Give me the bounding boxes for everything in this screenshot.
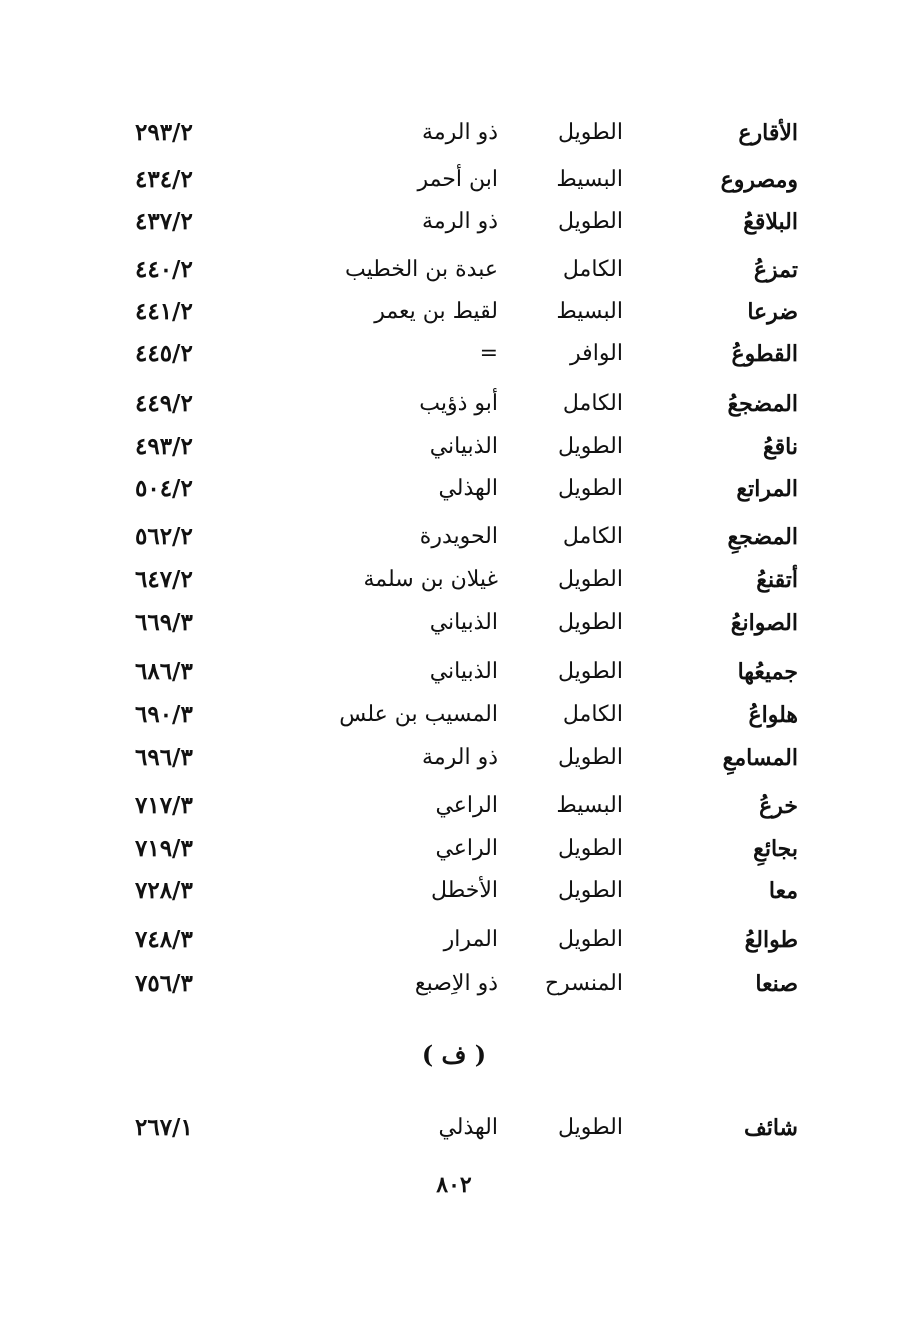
poet: المسيب بن علس [339, 702, 498, 727]
table-row [0, 871, 908, 911]
poet: ابن أحمر [417, 167, 498, 192]
page-reference: ٢٩٣/٢ [135, 119, 193, 146]
meter: الكامل [562, 524, 623, 549]
rhyme-word: تمزعُ [753, 257, 798, 283]
poet: الهذلي [438, 1115, 498, 1140]
meter: الطويل [557, 434, 623, 459]
rhyme-word: ناقعُ [762, 434, 798, 460]
rhyme-word: شائف [743, 1115, 798, 1141]
meter: الوافر [570, 341, 623, 366]
page-number: ٨٠٢ [436, 1172, 472, 1198]
meter: الطويل [557, 659, 623, 684]
poet: أبو ذؤيب [419, 391, 498, 416]
page-reference: ٤٤٩/٢ [135, 390, 193, 417]
poet: الراعي [435, 793, 498, 818]
page-reference: ٥٠٤/٢ [135, 475, 193, 502]
table-row [0, 829, 908, 869]
meter: الطويل [557, 120, 623, 145]
page-reference: ٦٦٩/٣ [135, 609, 193, 636]
page-reference: ٤٤١/٢ [135, 298, 193, 325]
rhyme-word: ومصروع [720, 167, 798, 193]
meter: الطويل [557, 610, 623, 635]
rhyme-word: المضجعِ [727, 524, 798, 550]
rhyme-word: المسامعِ [722, 745, 798, 771]
table-row [0, 384, 908, 424]
poet: ذو الرمة [422, 745, 498, 770]
page-reference: ٧٤٨/٣ [135, 926, 193, 953]
poet: الذبياني [429, 610, 498, 635]
table-row [0, 695, 908, 735]
rhyme-word: طوالعُ [744, 927, 798, 953]
rhyme-word: صنعا [755, 971, 798, 997]
table-row [0, 786, 908, 826]
table-row [0, 292, 908, 332]
page-reference: ٤٩٣/٢ [135, 433, 193, 460]
table-row [0, 652, 908, 692]
table-row [0, 560, 908, 600]
rhyme-word: هلواعُ [748, 702, 798, 728]
poet: غيلان بن سلمة [363, 567, 498, 592]
page-reference: ٦٤٧/٢ [135, 566, 193, 593]
rhyme-word: المضجعُ [727, 391, 798, 417]
meter: المنسرح [544, 971, 623, 996]
table-row [0, 202, 908, 242]
page-reference: ٦٩٠/٣ [135, 701, 193, 728]
meter: البسيط [556, 167, 623, 192]
poet: عبدة بن الخطيب [344, 257, 498, 282]
rhyme-word: معا [768, 878, 798, 904]
page-reference: ٤٣٤/٢ [135, 166, 193, 193]
page-reference: ٧١٩/٣ [135, 835, 193, 862]
table-row [0, 738, 908, 778]
table-row [0, 160, 908, 200]
rhyme-word: أتقنعُ [756, 567, 798, 593]
rhyme-word: خرعُ [759, 793, 798, 819]
poet: الأخطل [431, 878, 498, 903]
rhyme-word: الأقارع [738, 120, 798, 146]
meter: الطويل [557, 745, 623, 770]
section-heading: ( ف ) [421, 1040, 487, 1069]
table-row [0, 964, 908, 1004]
rhyme-word: القطوعُ [731, 341, 798, 367]
poet: الراعي [435, 836, 498, 861]
meter: الكامل [562, 702, 623, 727]
page-reference: ٢٦٧/١ [135, 1114, 193, 1141]
rhyme-word: جميعُها [737, 659, 798, 685]
poet: ذو الرمة [422, 209, 498, 234]
page-reference: ٧٢٨/٣ [135, 877, 193, 904]
poet: الهذلي [438, 476, 498, 501]
table-row [0, 113, 908, 153]
table-row [0, 920, 908, 960]
poet: الذبياني [429, 659, 498, 684]
table-row [0, 517, 908, 557]
rhyme-word: البلاقعُ [743, 209, 798, 235]
table-row [0, 250, 908, 290]
table-row [0, 334, 908, 374]
table-row [0, 469, 908, 509]
table-row [0, 603, 908, 643]
page-reference: ٧١٧/٣ [135, 792, 193, 819]
rhyme-word: الصوانعُ [730, 610, 798, 636]
poet: ذو الرمة [422, 120, 498, 145]
page-reference: ٤٣٧/٢ [135, 208, 193, 235]
meter: البسيط [556, 299, 623, 324]
poet: الذبياني [429, 434, 498, 459]
page-reference: ٤٤٥/٢ [135, 340, 193, 367]
poet: الحويدرة [419, 524, 498, 549]
meter: الطويل [557, 209, 623, 234]
poet: = [479, 341, 498, 366]
rhyme-word: ضرعا [747, 299, 798, 325]
page-reference: ٦٨٦/٣ [135, 658, 193, 685]
meter: الطويل [557, 567, 623, 592]
meter: الطويل [557, 836, 623, 861]
meter: الطويل [557, 878, 623, 903]
meter: الكامل [562, 391, 623, 416]
meter: البسيط [556, 793, 623, 818]
table-row [0, 1108, 908, 1148]
page-reference: ٥٦٢/٢ [135, 523, 193, 550]
page-reference: ٧٥٦/٣ [135, 970, 193, 997]
meter: الكامل [562, 257, 623, 282]
meter: الطويل [557, 927, 623, 952]
rhyme-word: بجائعِ [753, 836, 798, 862]
meter: الطويل [557, 1115, 623, 1140]
page-reference: ٤٤٠/٢ [135, 256, 193, 283]
rhyme-word: المراتع [736, 476, 798, 502]
page-reference: ٦٩٦/٣ [135, 744, 193, 771]
poet: لقيط بن يعمر [374, 299, 498, 324]
meter: الطويل [557, 476, 623, 501]
poet: ذو الاِصبع [414, 971, 498, 996]
poet: المرار [443, 927, 498, 952]
table-row [0, 427, 908, 467]
